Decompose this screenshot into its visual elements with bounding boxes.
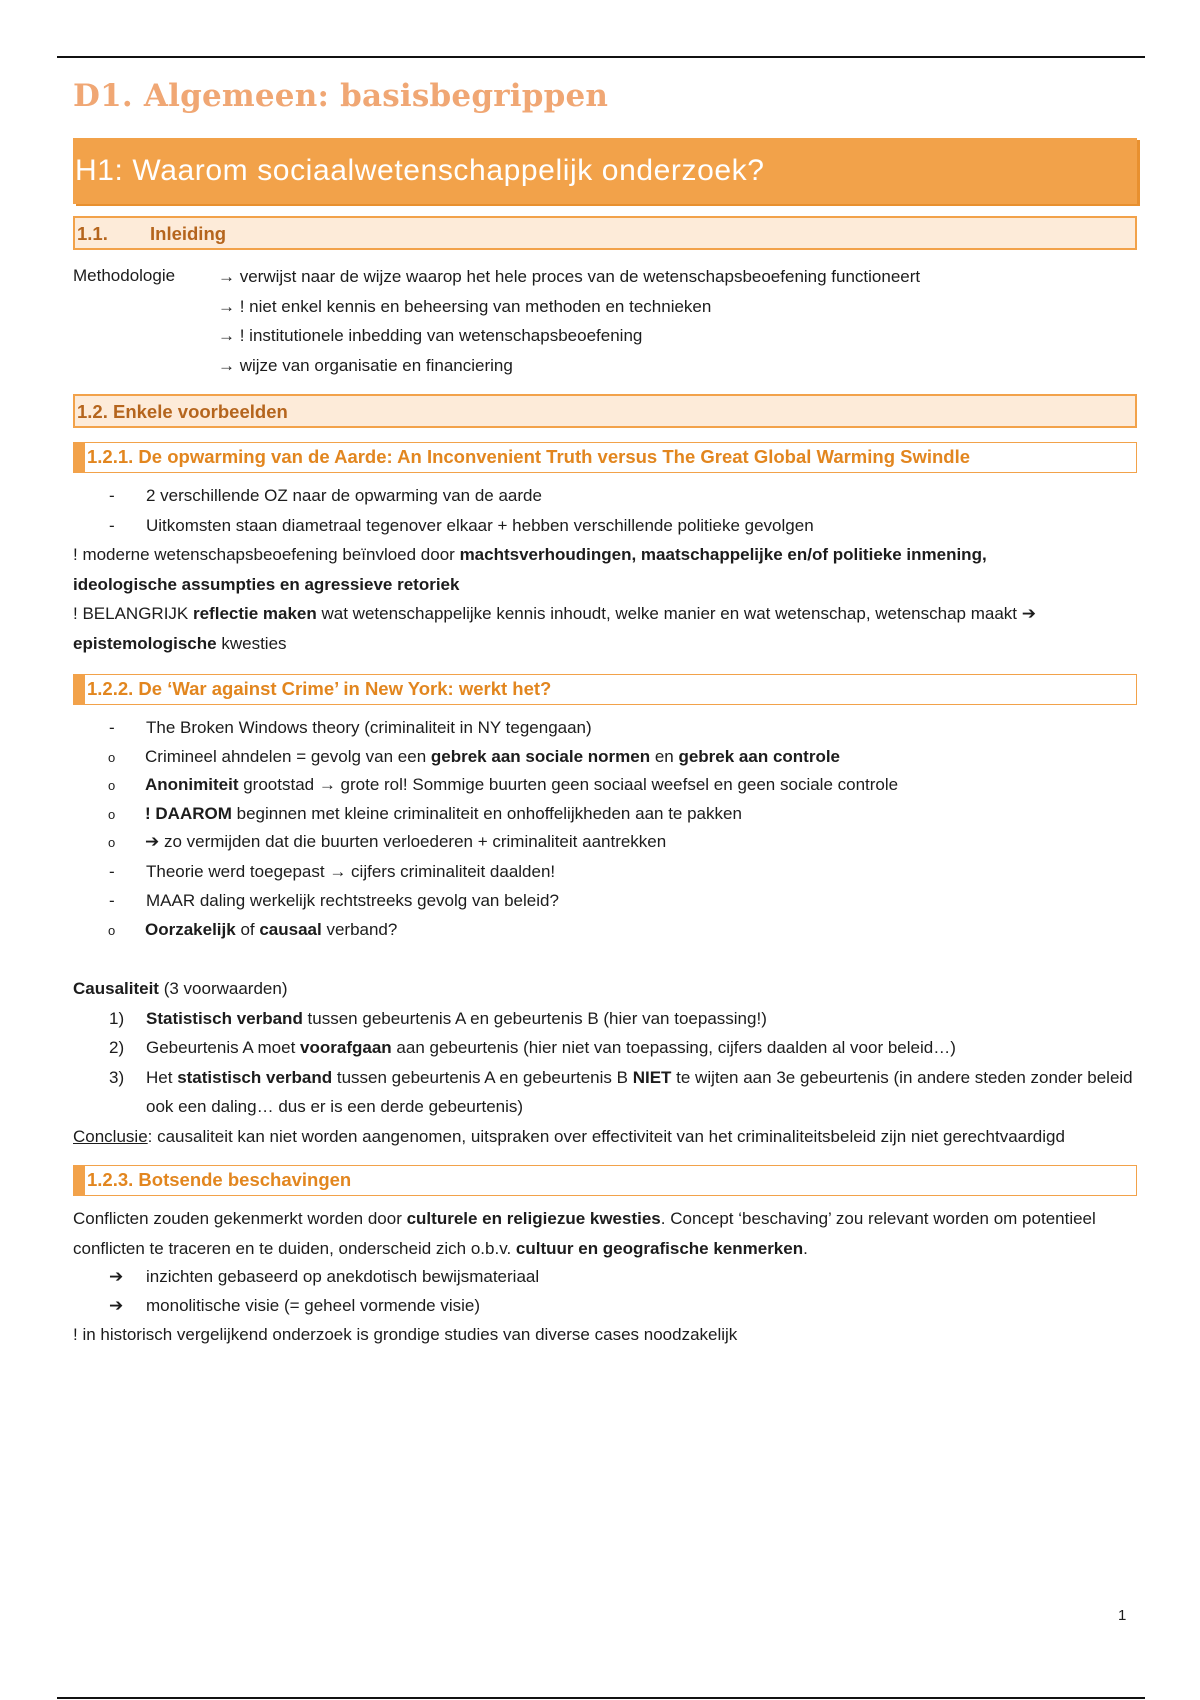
section-title: Inleiding (150, 223, 227, 244)
sub-list (146, 916, 1137, 945)
section-heading-1-2: 1.2. Enkele voorbeelden (73, 394, 1137, 428)
arrow-list (73, 1263, 1137, 1320)
arrow-item: ➔ inzichten gebaseerd op anekdotisch bewijsmateriaal (73, 1263, 1137, 1292)
sub-list-item: o ! DAAROM beginnen met kleine criminaliteit en onhoffelijkheden aan te pakken (73, 800, 1137, 829)
term-label: Methodologie (73, 266, 176, 285)
bullet-list (73, 713, 1137, 944)
sub-list (146, 743, 1137, 857)
page-content (73, 72, 1137, 1350)
paragraph: epistemologische kwesties (73, 633, 287, 653)
sub-list-item: o ➔ zo vermijden dat die buurten verloederen + criminaliteit aantrekken (73, 828, 1137, 857)
paragraph: Conflicten zouden gekenmerkt worden door culturele en religiezue kwesties. Concept ‘beschaving’ zou relevant worden om potentieel conflicten te traceren en te duiden, onderscheid zich o.b.v. cultuur en geografische kenmerken. (73, 1209, 1096, 1258)
numbered-item: 3) Het statistisch verband tussen gebeurtenis A en gebeurtenis B NIET te wijten aan 3e gebeurtenis (in andere steden zonder beleid ook een daling… dus er is een derde gebeurtenis) (109, 1067, 1133, 1116)
conclusion: Conclusie: causaliteit kan niet worden aangenomen, uitspraken over effectiviteit van het criminaliteitsbeleid zijn niet gerechtvaardigd (73, 1126, 1065, 1146)
causality-heading: Causaliteit (3 voorwaarden) (73, 979, 288, 998)
page-number: 1 (1118, 1607, 1127, 1624)
list-item: - Uitkomsten staan diametraal tegenover elkaar + hebben verschillende politieke gevolgen (73, 511, 1137, 541)
numbered-item: 2) Gebeurtenis A moet voorafgaan aan gebeurtenis (hier niet van toepassing, cijfers daalden al voor beleid…) (109, 1038, 956, 1057)
chapter-heading: H1: Waarom sociaalwetenschappelijk onderzoek? (73, 138, 1137, 204)
numbered-list (73, 1004, 1137, 1122)
definition-item: → wijze van organisatie en financiering (218, 355, 513, 375)
bullet-list (73, 481, 1137, 540)
definition-list (218, 262, 920, 380)
definition-item: → ! institutionele inbedding van wetenschapsbeoefening (218, 326, 643, 345)
paragraph: ideologische assumpties en agressieve retoriek (73, 574, 460, 594)
list-item: - 2 verschillende OZ naar de opwarming van de aarde (73, 481, 1137, 511)
section-number: 1.1. (77, 223, 108, 244)
numbered-item: 1) Statistisch verband tussen gebeurtenis A en gebeurtenis B (hier van toepassing!) (109, 1008, 767, 1028)
section-heading-1-1 (73, 216, 1137, 250)
subsection-heading-1-2-2: 1.2.2. De ‘War against Crime’ in New York: werkt het? (73, 674, 1137, 705)
definition-item: → ! niet enkel kennis en beheersing van methoden en technieken (218, 296, 712, 316)
methodology-definition (73, 262, 1137, 380)
sub-list-item: o Oorzakelijk of causaal verband? (73, 916, 1137, 945)
paragraph: ! moderne wetenschapsbeoefening beïnvloed door machtsverhoudingen, maatschappelijke en/of politieke inmening, (73, 545, 987, 564)
arrow-item: ➔ monolitische visie (= geheel vormende visie) (73, 1292, 1137, 1321)
definition-item: → verwijst naar de wijze waarop het hele proces van de wetenschapsbeoefening functioneert (218, 267, 921, 286)
document-title: D1. Algemeen: basisbegrippen (73, 78, 609, 114)
subsection-heading-1-2-3: 1.2.3. Botsende beschavingen (73, 1165, 1137, 1196)
list-item: - The Broken Windows theory (criminaliteit in NY tegengaan) o Crimineel ahndelen = gevolg van een gebrek aan sociale normen en gebrek aan controle o Anonimiteit grootstad → grote rol! Sommige buurten geen sociaal weefsel en geen sociale controle o ! DAAROM beginnen met kleine criminaliteit en onhoffelijkheden aan te pakken o ➔ zo vermijden dat die buurten verloederen + criminaliteit aantrekken (73, 713, 1137, 857)
paragraph: ! BELANGRIJK reflectie maken wat wetenschappelijke kennis inhoudt, welke manier en wat wetenschap, wetenschap maakt ➔ (73, 604, 1036, 623)
list-item: - Theorie werd toegepast → cijfers criminaliteit daalden! (73, 857, 1137, 887)
arrow-icon: ➔ (145, 832, 160, 851)
sub-list-item: o Anonimiteit grootstad → grote rol! Sommige buurten geen sociaal weefsel en geen sociale controle (73, 771, 1137, 800)
list-item: - MAAR daling werkelijk rechtstreeks gevolg van beleid? o Oorzakelijk of causaal verband? (73, 886, 1137, 944)
sub-list-item: o Crimineel ahndelen = gevolg van een gebrek aan sociale normen en gebrek aan controle (73, 743, 1137, 772)
paragraph: ! in historisch vergelijkend onderzoek is grondige studies van diverse cases noodzakelijk (73, 1325, 738, 1344)
subsection-heading-1-2-1: 1.2.1. De opwarming van de Aarde: An Inconvenient Truth versus The Great Global Warming Swindle (73, 442, 1137, 473)
top-rule (57, 56, 1145, 58)
bottom-rule (57, 1697, 1145, 1699)
